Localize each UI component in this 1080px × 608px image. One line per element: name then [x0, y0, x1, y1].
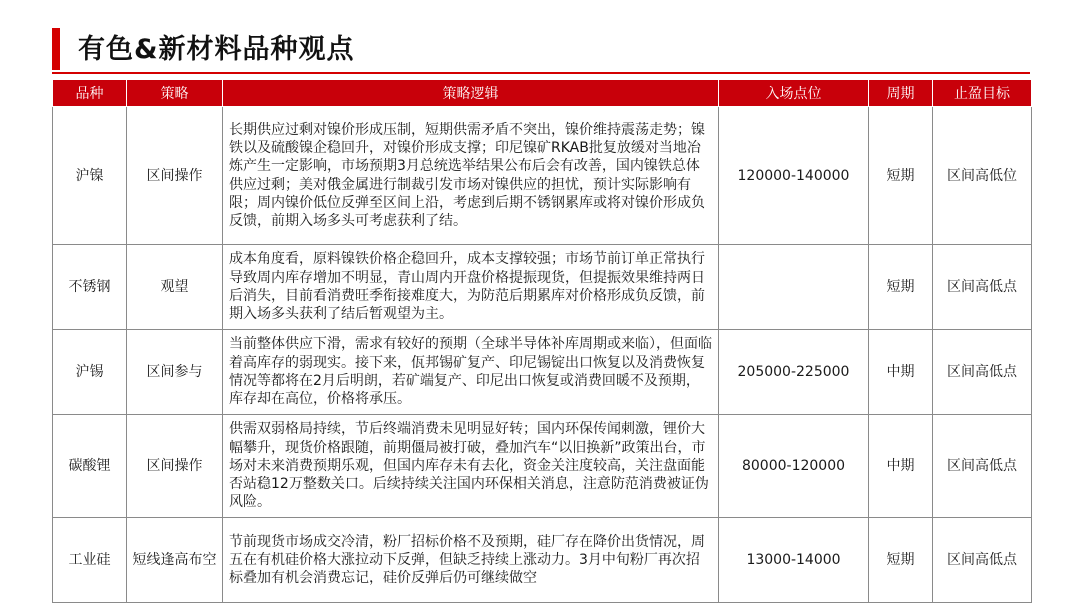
cell-entry: 13000-14000	[719, 518, 869, 603]
table-row	[53, 518, 1032, 603]
cell-period: 短期	[869, 245, 933, 330]
cell-entry: 120000-140000	[719, 107, 869, 245]
table-row	[53, 107, 1032, 245]
header-period: 周期	[869, 80, 933, 107]
cell-entry: 205000-225000	[719, 330, 869, 415]
header-entry: 入场点位	[719, 80, 869, 107]
page-title: 有色&新材料品种观点	[78, 34, 355, 65]
cell-logic: 当前整体供应下滑，需求有较好的预期（全球半导体补库周期或来临），但面临着高库存的弱现实。接下来，佤邦锡矿复产、印尼锡锭出口恢复以及消费恢复情况等都将在2月后明朗，若矿端复产、印尼出口恢复或消费回暖不及预期，库存却在高位，价格将承压。	[223, 330, 719, 415]
cell-variety: 工业硅	[53, 518, 127, 603]
strategy-table	[52, 79, 1032, 603]
cell-logic: 节前现货市场成交冷清，粉厂招标价格不及预期，硅厂存在降价出货情况，周五在有机硅价格大涨拉动下反弹，但缺乏持续上涨动力。3月中旬粉厂再次招标叠加有机会消费忘记，硅价反弹后仍可继续做空	[223, 518, 719, 603]
cell-strategy: 观望	[127, 245, 223, 330]
cell-variety: 碳酸锂	[53, 415, 127, 518]
header-strategy: 策略	[127, 80, 223, 107]
cell-variety: 不锈钢	[53, 245, 127, 330]
title-accent-bar	[52, 28, 60, 70]
cell-target: 区间高低点	[933, 330, 1032, 415]
cell-entry	[719, 245, 869, 330]
cell-variety: 沪镍	[53, 107, 127, 245]
cell-variety: 沪锡	[53, 330, 127, 415]
cell-period: 短期	[869, 518, 933, 603]
cell-strategy: 短线逢高布空	[127, 518, 223, 603]
cell-logic: 长期供应过剩对镍价形成压制，短期供需矛盾不突出，镍价维持震荡走势；镍铁以及硫酸镍企稳回升，对镍价形成支撑；印尼镍矿RKAB批复放缓对当地冶炼产生一定影响，市场预期3月总统选举结果公布后会有改善，国内镍铁总体供应过剩；美对俄金属进行制裁引发市场对镍供应的担忧，预计实际影响有限；周内镍价低位反弹至区间上沿，考虑到后期不锈钢累库或将对镍价形成负反馈，前期入场多头可考虑获利了结。	[223, 107, 719, 245]
cell-logic: 供需双弱格局持续，节后终端消费未见明显好转；国内环保传闻刺激，锂价大幅攀升，现货价格跟随，前期僵局被打破，叠加汽车“以旧换新”政策出台，市场对未来消费预期乐观，但国内库存未有去化，资金关注度较高，关注盘面能否站稳12万整数关口。后续持续关注国内环保相关消息，注意防范消费被证伪风险。	[223, 415, 719, 518]
header-logic: 策略逻辑	[223, 80, 719, 107]
cell-entry: 80000-120000	[719, 415, 869, 518]
cell-strategy: 区间操作	[127, 415, 223, 518]
header-target: 止盈目标	[933, 80, 1032, 107]
cell-target: 区间高低点	[933, 245, 1032, 330]
cell-strategy: 区间操作	[127, 107, 223, 245]
table-row	[53, 330, 1032, 415]
cell-target: 区间高低位	[933, 107, 1032, 245]
cell-period: 中期	[869, 415, 933, 518]
header-variety: 品种	[53, 80, 127, 107]
table-row	[53, 245, 1032, 330]
cell-strategy: 区间参与	[127, 330, 223, 415]
title-underline	[52, 72, 1030, 74]
table-header-row	[53, 80, 1032, 107]
cell-target: 区间高低点	[933, 518, 1032, 603]
cell-period: 短期	[869, 107, 933, 245]
cell-target: 区间高低点	[933, 415, 1032, 518]
cell-logic: 成本角度看，原料镍铁价格企稳回升，成本支撑较强；市场节前订单正常执行导致周内库存增加不明显，青山周内开盘价格提振现货，但提振效果维持两日后消失，目前看消费旺季衔接难度大，为防范后期累库对价格形成负反馈，前期入场多头获利了结后暂观望为主。	[223, 245, 719, 330]
table-row	[53, 415, 1032, 518]
cell-period: 中期	[869, 330, 933, 415]
